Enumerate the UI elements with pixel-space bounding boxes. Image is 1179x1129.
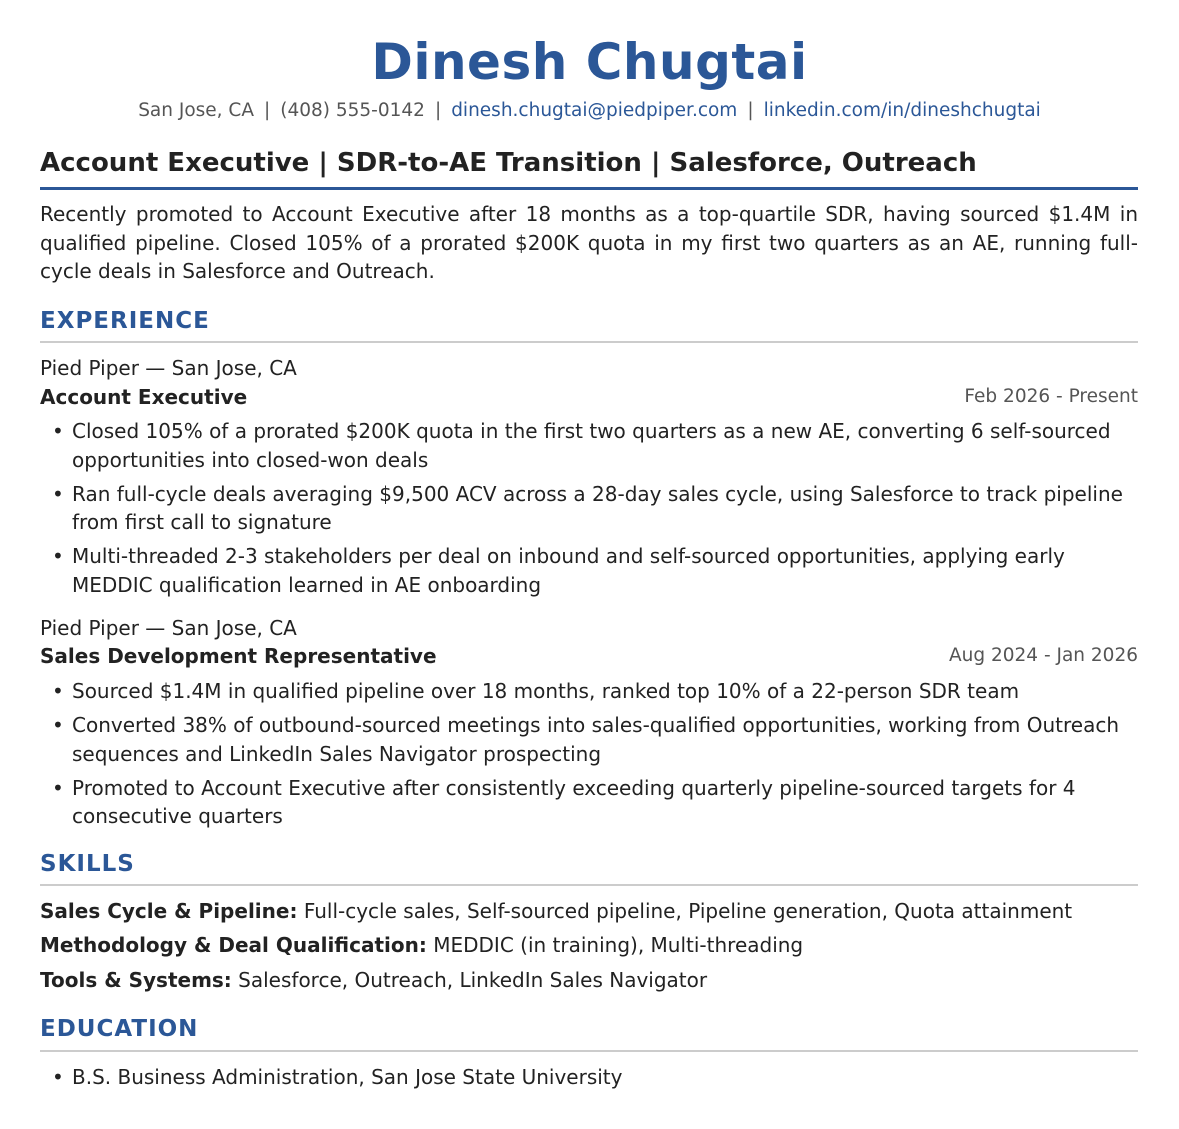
skill-values: Full-cycle sales, Self-sourced pipeline, Pipeline generation, Quota attainment	[303, 899, 1073, 923]
summary: Recently promoted to Account Executive after 18 months as a top-quartile SDR, having sourced $1.4M in qualified pipeline. Closed 105% of a prorated $200K quota in my first two quarters as an AE, running full-cycle deals in Salesforce and Outreach.	[40, 202, 1138, 283]
bullet-icon: •	[52, 713, 64, 737]
list-item: • Promoted to Account Executive after consistently exceeding quarterly pipeline-sourced targets for 4 consecutive quarters	[52, 775, 1076, 828]
job-title: Account Executive	[40, 385, 248, 409]
email-link[interactable]: dinesh.chugtai@piedpiper.com	[451, 100, 738, 121]
list-item: • Multi-threaded 2-3 stakeholders per deal on inbound and self-sourced opportunities, applying early MEDDIC qualification learned in AE onboarding	[52, 544, 1065, 597]
job-dates: Feb 2026 - Present	[964, 386, 1138, 407]
skill-line	[40, 897, 1150, 925]
education-list	[40, 1063, 1138, 1097]
headline: Account Executive | SDR-to-AE Transition | Salesforce, Outreach	[40, 148, 977, 178]
list-item: • Sourced $1.4M in qualified pipeline over 18 months, ranked top 10% of a 22-person SDR team	[40, 677, 1138, 706]
skill-values: Salesforce, Outreach, LinkedIn Sales Navigator	[238, 968, 708, 992]
bullet-icon: •	[52, 1065, 64, 1089]
section-divider	[40, 884, 1138, 886]
job-header	[40, 642, 1138, 670]
list-item: • Converted 38% of outbound-sourced meetings into sales-qualified opportunities, working from Outreach sequences and LinkedIn Sales Navigator prospecting	[52, 713, 1120, 766]
separator: |	[264, 100, 271, 121]
headline-divider	[40, 187, 1138, 190]
skill-category: Methodology & Deal Qualification:	[40, 933, 427, 957]
phone: (408) 555-0142	[280, 100, 425, 121]
section-title-education: EDUCATION	[40, 1016, 199, 1042]
section-divider	[40, 1050, 1138, 1052]
linkedin-link[interactable]: linkedin.com/in/dineshchugtai	[763, 100, 1041, 121]
job-dates: Aug 2024 - Jan 2026	[948, 645, 1138, 666]
job-company: Pied Piper — San Jose, CA	[40, 356, 297, 380]
skill-line	[40, 931, 1150, 959]
skill-values: MEDDIC (in training), Multi-threading	[433, 933, 804, 957]
bullet-icon: •	[52, 544, 64, 568]
location: San Jose, CA	[138, 100, 255, 121]
skill-category: Tools & Systems:	[40, 968, 232, 992]
list-item: • B.S. Business Administration, San Jose State University	[40, 1063, 1138, 1092]
bullet-icon: •	[52, 775, 64, 800]
skill-category: Sales Cycle & Pipeline:	[40, 899, 298, 923]
job-company: Pied Piper — San Jose, CA	[40, 616, 297, 640]
separator: |	[434, 100, 442, 121]
section-title-experience: EXPERIENCE	[40, 308, 210, 334]
list-item: • Closed 105% of a prorated $200K quota in the first two quarters as a new AE, converting 6 self-sourced opportunities into closed-won deals	[52, 419, 1111, 472]
job-header	[40, 383, 1138, 411]
skill-line	[40, 966, 1150, 994]
contact-line	[0, 98, 1179, 124]
job-bullets	[40, 677, 1138, 836]
section-divider	[40, 341, 1138, 343]
bullet-icon: •	[52, 679, 64, 703]
separator: |	[747, 100, 754, 121]
bullet-icon: •	[52, 419, 64, 443]
list-item: • Ran full-cycle deals averaging $9,500 ACV across a 28-day sales cycle, using Salesforce to track pipeline from first call to signature	[52, 481, 1123, 534]
candidate-name: Dinesh Chugtai	[371, 33, 808, 91]
bullet-icon: •	[52, 481, 64, 506]
job-bullets	[40, 417, 1138, 605]
job-title: Sales Development Representative	[40, 644, 437, 668]
section-title-skills: SKILLS	[40, 851, 135, 877]
